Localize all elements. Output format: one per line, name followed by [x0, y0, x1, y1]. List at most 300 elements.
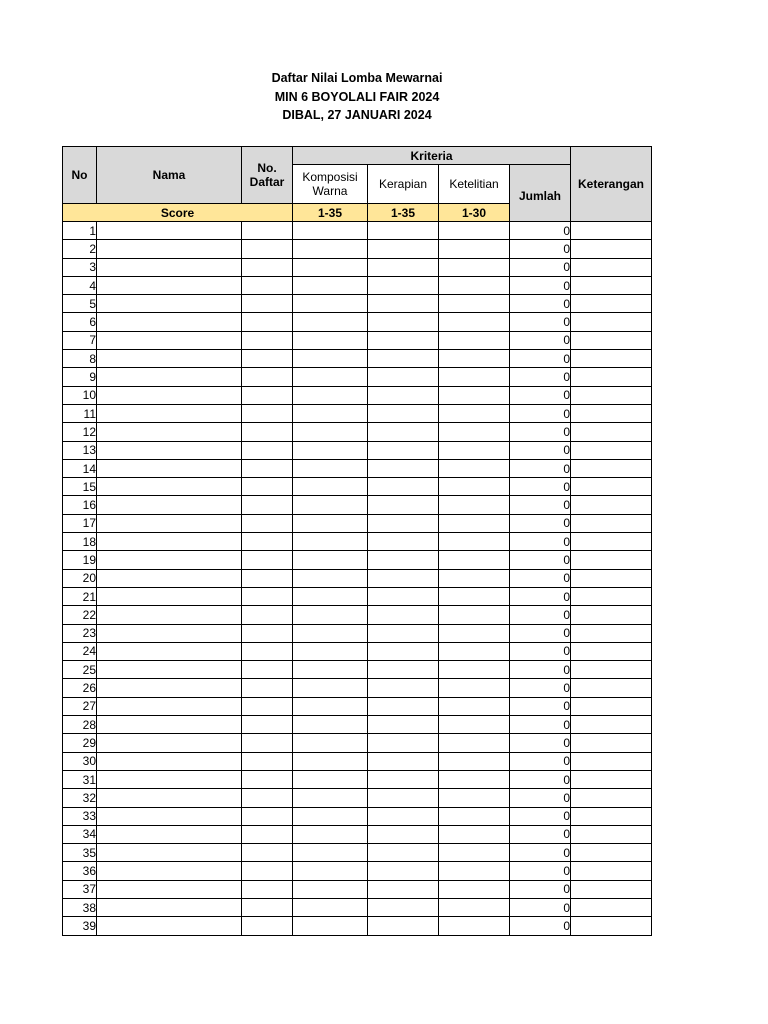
row-ketelitian-cell[interactable]	[439, 350, 510, 368]
row-keterangan-cell[interactable]	[571, 368, 652, 386]
row-keterangan-cell[interactable]	[571, 313, 652, 331]
row-keterangan-cell[interactable]	[571, 478, 652, 496]
row-kerapian-cell[interactable]	[368, 697, 439, 715]
row-keterangan-cell[interactable]	[571, 331, 652, 349]
row-komposisi-cell[interactable]	[293, 350, 368, 368]
row-kerapian-cell[interactable]	[368, 276, 439, 294]
row-kerapian-cell[interactable]	[368, 533, 439, 551]
row-komposisi-cell[interactable]	[293, 898, 368, 916]
row-keterangan-cell[interactable]	[571, 240, 652, 258]
row-nama-cell[interactable]	[97, 697, 242, 715]
table-row	[63, 770, 652, 788]
row-no-cell: 37	[63, 880, 97, 898]
row-komposisi-cell[interactable]	[293, 386, 368, 404]
row-komposisi-cell[interactable]	[293, 734, 368, 752]
row-komposisi-cell[interactable]	[293, 606, 368, 624]
row-ketelitian-cell[interactable]	[439, 697, 510, 715]
row-komposisi-cell[interactable]	[293, 770, 368, 788]
row-kerapian-cell[interactable]	[368, 441, 439, 459]
row-keterangan-cell[interactable]	[571, 295, 652, 313]
row-no-cell: 19	[63, 551, 97, 569]
header-no: No	[63, 147, 97, 204]
row-no-daftar-cell[interactable]	[242, 624, 293, 642]
table-row	[63, 825, 652, 843]
row-komposisi-cell[interactable]	[293, 917, 368, 935]
row-jumlah-cell: 0	[510, 807, 571, 825]
header-komposisi-line2: Warna	[312, 184, 348, 198]
row-nama-cell[interactable]	[97, 533, 242, 551]
row-keterangan-cell[interactable]	[571, 734, 652, 752]
row-nama-cell[interactable]	[97, 295, 242, 313]
row-nama-cell[interactable]	[97, 587, 242, 605]
row-keterangan-cell[interactable]	[571, 587, 652, 605]
row-nama-cell[interactable]	[97, 880, 242, 898]
row-no-cell: 20	[63, 569, 97, 587]
row-no-daftar-cell[interactable]	[242, 917, 293, 935]
header-nama: Nama	[97, 147, 242, 204]
row-no-daftar-cell[interactable]	[242, 587, 293, 605]
row-kerapian-cell[interactable]	[368, 240, 439, 258]
row-keterangan-cell[interactable]	[571, 496, 652, 514]
row-keterangan-cell[interactable]	[571, 679, 652, 697]
row-ketelitian-cell[interactable]	[439, 880, 510, 898]
row-kerapian-cell[interactable]	[368, 587, 439, 605]
row-komposisi-cell[interactable]	[293, 258, 368, 276]
row-nama-cell[interactable]	[97, 404, 242, 422]
row-keterangan-cell[interactable]	[571, 404, 652, 422]
row-ketelitian-cell[interactable]	[439, 276, 510, 294]
row-kerapian-cell[interactable]	[368, 898, 439, 916]
row-keterangan-cell[interactable]	[571, 807, 652, 825]
table-row	[63, 661, 652, 679]
row-ketelitian-cell[interactable]	[439, 734, 510, 752]
row-no-daftar-cell[interactable]	[242, 825, 293, 843]
row-ketelitian-cell[interactable]	[439, 496, 510, 514]
row-kerapian-cell[interactable]	[368, 770, 439, 788]
row-keterangan-cell[interactable]	[571, 862, 652, 880]
row-ketelitian-cell[interactable]	[439, 386, 510, 404]
row-komposisi-cell[interactable]	[293, 862, 368, 880]
row-keterangan-cell[interactable]	[571, 844, 652, 862]
row-nama-cell[interactable]	[97, 331, 242, 349]
row-no-daftar-cell[interactable]	[242, 807, 293, 825]
row-nama-cell[interactable]	[97, 752, 242, 770]
row-komposisi-cell[interactable]	[293, 587, 368, 605]
row-kerapian-cell[interactable]	[368, 844, 439, 862]
row-nama-cell[interactable]	[97, 917, 242, 935]
table-row	[63, 368, 652, 386]
row-jumlah-cell: 0	[510, 551, 571, 569]
row-no-cell: 17	[63, 514, 97, 532]
row-no-daftar-cell[interactable]	[242, 441, 293, 459]
row-no-daftar-cell[interactable]	[242, 752, 293, 770]
table-row	[63, 642, 652, 660]
row-jumlah-cell: 0	[510, 276, 571, 294]
row-ketelitian-cell[interactable]	[439, 569, 510, 587]
table-row	[63, 514, 652, 532]
row-komposisi-cell[interactable]	[293, 624, 368, 642]
row-no-cell: 39	[63, 917, 97, 935]
row-komposisi-cell[interactable]	[293, 844, 368, 862]
row-komposisi-cell[interactable]	[293, 514, 368, 532]
row-komposisi-cell[interactable]	[293, 752, 368, 770]
row-kerapian-cell[interactable]	[368, 569, 439, 587]
row-jumlah-cell: 0	[510, 569, 571, 587]
row-keterangan-cell[interactable]	[571, 222, 652, 240]
title-line-1: Daftar Nilai Lomba Mewarnai	[271, 71, 443, 85]
row-no-daftar-cell[interactable]	[242, 569, 293, 587]
row-nama-cell[interactable]	[97, 679, 242, 697]
row-keterangan-cell[interactable]	[571, 661, 652, 679]
row-kerapian-cell[interactable]	[368, 295, 439, 313]
row-jumlah-cell: 0	[510, 624, 571, 642]
row-komposisi-cell[interactable]	[293, 697, 368, 715]
row-keterangan-cell[interactable]	[571, 898, 652, 916]
row-ketelitian-cell[interactable]	[439, 844, 510, 862]
row-keterangan-cell[interactable]	[571, 825, 652, 843]
row-no-daftar-cell[interactable]	[242, 350, 293, 368]
row-ketelitian-cell[interactable]	[439, 478, 510, 496]
row-nama-cell[interactable]	[97, 661, 242, 679]
row-ketelitian-cell[interactable]	[439, 222, 510, 240]
row-no-daftar-cell[interactable]	[242, 368, 293, 386]
row-nama-cell[interactable]	[97, 276, 242, 294]
row-ketelitian-cell[interactable]	[439, 917, 510, 935]
table-row	[63, 350, 652, 368]
row-no-daftar-cell[interactable]	[242, 331, 293, 349]
row-no-cell: 7	[63, 331, 97, 349]
row-komposisi-cell[interactable]	[293, 313, 368, 331]
header-no-daftar	[242, 147, 293, 204]
row-nama-cell[interactable]	[97, 368, 242, 386]
row-kerapian-cell[interactable]	[368, 917, 439, 935]
table-row	[63, 587, 652, 605]
row-nama-cell[interactable]	[97, 642, 242, 660]
row-no-daftar-cell[interactable]	[242, 386, 293, 404]
title-line-2: MIN 6 BOYOLALI FAIR 2024	[274, 89, 440, 104]
row-kerapian-cell[interactable]	[368, 423, 439, 441]
row-no-daftar-cell[interactable]	[242, 222, 293, 240]
row-ketelitian-cell[interactable]	[439, 679, 510, 697]
row-keterangan-cell[interactable]	[571, 533, 652, 551]
row-kerapian-cell[interactable]	[368, 313, 439, 331]
row-no-daftar-cell[interactable]	[242, 551, 293, 569]
row-ketelitian-cell[interactable]	[439, 533, 510, 551]
row-kerapian-cell[interactable]	[368, 624, 439, 642]
row-kerapian-cell[interactable]	[368, 789, 439, 807]
row-kerapian-cell[interactable]	[368, 331, 439, 349]
row-no-cell: 34	[63, 825, 97, 843]
row-kerapian-cell[interactable]	[368, 752, 439, 770]
row-kerapian-cell[interactable]	[368, 386, 439, 404]
row-nama-cell[interactable]	[97, 478, 242, 496]
row-kerapian-cell[interactable]	[368, 350, 439, 368]
row-keterangan-cell[interactable]	[571, 880, 652, 898]
row-no-cell: 36	[63, 862, 97, 880]
row-no-daftar-cell[interactable]	[242, 789, 293, 807]
row-komposisi-cell[interactable]	[293, 478, 368, 496]
score-kerapian: 1-35	[368, 204, 439, 222]
row-no-daftar-cell[interactable]	[242, 679, 293, 697]
row-kerapian-cell[interactable]	[368, 368, 439, 386]
score-table	[62, 146, 652, 936]
row-kerapian-cell[interactable]	[368, 807, 439, 825]
row-komposisi-cell[interactable]	[293, 496, 368, 514]
row-nama-cell[interactable]	[97, 734, 242, 752]
row-keterangan-cell[interactable]	[571, 459, 652, 477]
row-jumlah-cell: 0	[510, 917, 571, 935]
row-ketelitian-cell[interactable]	[439, 862, 510, 880]
row-no-daftar-cell[interactable]	[242, 258, 293, 276]
row-nama-cell[interactable]	[97, 825, 242, 843]
row-komposisi-cell[interactable]	[293, 825, 368, 843]
row-kerapian-cell[interactable]	[368, 661, 439, 679]
row-no-daftar-cell[interactable]	[242, 716, 293, 734]
row-no-daftar-cell[interactable]	[242, 606, 293, 624]
row-nama-cell[interactable]	[97, 789, 242, 807]
row-komposisi-cell[interactable]	[293, 295, 368, 313]
row-jumlah-cell: 0	[510, 752, 571, 770]
row-ketelitian-cell[interactable]	[439, 770, 510, 788]
row-nama-cell[interactable]	[97, 551, 242, 569]
row-kerapian-cell[interactable]	[368, 880, 439, 898]
row-keterangan-cell[interactable]	[571, 606, 652, 624]
row-no-cell: 13	[63, 441, 97, 459]
row-kerapian-cell[interactable]	[368, 478, 439, 496]
row-komposisi-cell[interactable]	[293, 368, 368, 386]
row-komposisi-cell[interactable]	[293, 222, 368, 240]
row-kerapian-cell[interactable]	[368, 862, 439, 880]
table-row	[63, 606, 652, 624]
row-nama-cell[interactable]	[97, 844, 242, 862]
row-nama-cell[interactable]	[97, 496, 242, 514]
row-kerapian-cell[interactable]	[368, 825, 439, 843]
row-ketelitian-cell[interactable]	[439, 441, 510, 459]
row-nama-cell[interactable]	[97, 862, 242, 880]
row-no-daftar-cell[interactable]	[242, 661, 293, 679]
row-kerapian-cell[interactable]	[368, 716, 439, 734]
row-nama-cell[interactable]	[97, 258, 242, 276]
row-keterangan-cell[interactable]	[571, 642, 652, 660]
row-komposisi-cell[interactable]	[293, 807, 368, 825]
row-ketelitian-cell[interactable]	[439, 368, 510, 386]
row-keterangan-cell[interactable]	[571, 569, 652, 587]
row-no-daftar-cell[interactable]	[242, 240, 293, 258]
row-jumlah-cell: 0	[510, 459, 571, 477]
row-jumlah-cell: 0	[510, 825, 571, 843]
table-row	[63, 276, 652, 294]
row-nama-cell[interactable]	[97, 716, 242, 734]
row-no-cell: 18	[63, 533, 97, 551]
row-kerapian-cell[interactable]	[368, 222, 439, 240]
row-no-daftar-cell[interactable]	[242, 533, 293, 551]
row-no-daftar-cell[interactable]	[242, 459, 293, 477]
row-nama-cell[interactable]	[97, 569, 242, 587]
row-keterangan-cell[interactable]	[571, 716, 652, 734]
row-no-cell: 38	[63, 898, 97, 916]
row-no-daftar-cell[interactable]	[242, 770, 293, 788]
row-ketelitian-cell[interactable]	[439, 404, 510, 422]
row-keterangan-cell[interactable]	[571, 423, 652, 441]
row-ketelitian-cell[interactable]	[439, 313, 510, 331]
row-ketelitian-cell[interactable]	[439, 587, 510, 605]
row-komposisi-cell[interactable]	[293, 716, 368, 734]
row-no-daftar-cell[interactable]	[242, 862, 293, 880]
row-nama-cell[interactable]	[97, 459, 242, 477]
row-kerapian-cell[interactable]	[368, 734, 439, 752]
row-no-daftar-cell[interactable]	[242, 514, 293, 532]
row-komposisi-cell[interactable]	[293, 331, 368, 349]
row-no-daftar-cell[interactable]	[242, 295, 293, 313]
row-ketelitian-cell[interactable]	[439, 642, 510, 660]
row-no-cell: 30	[63, 752, 97, 770]
row-jumlah-cell: 0	[510, 716, 571, 734]
row-no-daftar-cell[interactable]	[242, 697, 293, 715]
row-keterangan-cell[interactable]	[571, 770, 652, 788]
row-no-cell: 16	[63, 496, 97, 514]
row-no-daftar-cell[interactable]	[242, 313, 293, 331]
row-ketelitian-cell[interactable]	[439, 752, 510, 770]
row-no-cell: 31	[63, 770, 97, 788]
row-jumlah-cell: 0	[510, 880, 571, 898]
row-ketelitian-cell[interactable]	[439, 240, 510, 258]
row-no-daftar-cell[interactable]	[242, 478, 293, 496]
row-komposisi-cell[interactable]	[293, 441, 368, 459]
row-komposisi-cell[interactable]	[293, 551, 368, 569]
row-keterangan-cell[interactable]	[571, 514, 652, 532]
row-komposisi-cell[interactable]	[293, 459, 368, 477]
row-keterangan-cell[interactable]	[571, 789, 652, 807]
row-nama-cell[interactable]	[97, 423, 242, 441]
table-row	[63, 862, 652, 880]
row-jumlah-cell: 0	[510, 789, 571, 807]
row-nama-cell[interactable]	[97, 240, 242, 258]
row-komposisi-cell[interactable]	[293, 240, 368, 258]
row-no-daftar-cell[interactable]	[242, 276, 293, 294]
row-komposisi-cell[interactable]	[293, 533, 368, 551]
table-row	[63, 423, 652, 441]
table-row	[63, 569, 652, 587]
row-no-daftar-cell[interactable]	[242, 898, 293, 916]
table-row	[63, 496, 652, 514]
row-keterangan-cell[interactable]	[571, 624, 652, 642]
row-komposisi-cell[interactable]	[293, 642, 368, 660]
row-no-daftar-cell[interactable]	[242, 496, 293, 514]
table-row	[63, 624, 652, 642]
row-kerapian-cell[interactable]	[368, 679, 439, 697]
row-kerapian-cell[interactable]	[368, 496, 439, 514]
row-ketelitian-cell[interactable]	[439, 258, 510, 276]
row-nama-cell[interactable]	[97, 441, 242, 459]
row-kerapian-cell[interactable]	[368, 404, 439, 422]
table-row	[63, 258, 652, 276]
row-no-daftar-cell[interactable]	[242, 423, 293, 441]
row-keterangan-cell[interactable]	[571, 697, 652, 715]
row-nama-cell[interactable]	[97, 898, 242, 916]
row-keterangan-cell[interactable]	[571, 258, 652, 276]
row-keterangan-cell[interactable]	[571, 917, 652, 935]
row-no-cell: 4	[63, 276, 97, 294]
row-no-daftar-cell[interactable]	[242, 880, 293, 898]
row-no-cell: 9	[63, 368, 97, 386]
row-kerapian-cell[interactable]	[368, 642, 439, 660]
row-nama-cell[interactable]	[97, 807, 242, 825]
row-keterangan-cell[interactable]	[571, 551, 652, 569]
row-komposisi-cell[interactable]	[293, 569, 368, 587]
row-nama-cell[interactable]	[97, 624, 242, 642]
row-no-cell: 29	[63, 734, 97, 752]
table-row	[63, 898, 652, 916]
row-nama-cell[interactable]	[97, 386, 242, 404]
table-row	[63, 240, 652, 258]
row-jumlah-cell: 0	[510, 734, 571, 752]
row-ketelitian-cell[interactable]	[439, 807, 510, 825]
row-ketelitian-cell[interactable]	[439, 624, 510, 642]
row-ketelitian-cell[interactable]	[439, 606, 510, 624]
row-ketelitian-cell[interactable]	[439, 716, 510, 734]
row-kerapian-cell[interactable]	[368, 606, 439, 624]
table-row	[63, 478, 652, 496]
row-komposisi-cell[interactable]	[293, 423, 368, 441]
row-ketelitian-cell[interactable]	[439, 459, 510, 477]
row-ketelitian-cell[interactable]	[439, 661, 510, 679]
row-jumlah-cell: 0	[510, 661, 571, 679]
row-ketelitian-cell[interactable]	[439, 295, 510, 313]
row-komposisi-cell[interactable]	[293, 276, 368, 294]
row-no-daftar-cell[interactable]	[242, 642, 293, 660]
row-kerapian-cell[interactable]	[368, 258, 439, 276]
row-nama-cell[interactable]	[97, 606, 242, 624]
row-keterangan-cell[interactable]	[571, 752, 652, 770]
row-no-daftar-cell[interactable]	[242, 844, 293, 862]
row-nama-cell[interactable]	[97, 350, 242, 368]
table-row	[63, 295, 652, 313]
row-nama-cell[interactable]	[97, 222, 242, 240]
row-ketelitian-cell[interactable]	[439, 789, 510, 807]
row-kerapian-cell[interactable]	[368, 459, 439, 477]
row-keterangan-cell[interactable]	[571, 350, 652, 368]
table-row	[63, 789, 652, 807]
row-ketelitian-cell[interactable]	[439, 514, 510, 532]
row-ketelitian-cell[interactable]	[439, 825, 510, 843]
row-ketelitian-cell[interactable]	[439, 551, 510, 569]
row-no-daftar-cell[interactable]	[242, 734, 293, 752]
row-kerapian-cell[interactable]	[368, 551, 439, 569]
row-no-cell: 28	[63, 716, 97, 734]
row-komposisi-cell[interactable]	[293, 679, 368, 697]
row-kerapian-cell[interactable]	[368, 514, 439, 532]
row-nama-cell[interactable]	[97, 770, 242, 788]
row-keterangan-cell[interactable]	[571, 386, 652, 404]
row-komposisi-cell[interactable]	[293, 404, 368, 422]
row-no-daftar-cell[interactable]	[242, 404, 293, 422]
row-jumlah-cell: 0	[510, 423, 571, 441]
row-keterangan-cell[interactable]	[571, 441, 652, 459]
row-keterangan-cell[interactable]	[571, 276, 652, 294]
row-ketelitian-cell[interactable]	[439, 331, 510, 349]
row-komposisi-cell[interactable]	[293, 880, 368, 898]
row-no-cell: 33	[63, 807, 97, 825]
table-row	[63, 734, 652, 752]
row-komposisi-cell[interactable]	[293, 661, 368, 679]
row-nama-cell[interactable]	[97, 313, 242, 331]
row-ketelitian-cell[interactable]	[439, 898, 510, 916]
row-komposisi-cell[interactable]	[293, 789, 368, 807]
row-ketelitian-cell[interactable]	[439, 423, 510, 441]
title-line-3: DIBAL, 27 JANUARI 2024	[282, 108, 432, 122]
row-nama-cell[interactable]	[97, 514, 242, 532]
table-row	[63, 441, 652, 459]
